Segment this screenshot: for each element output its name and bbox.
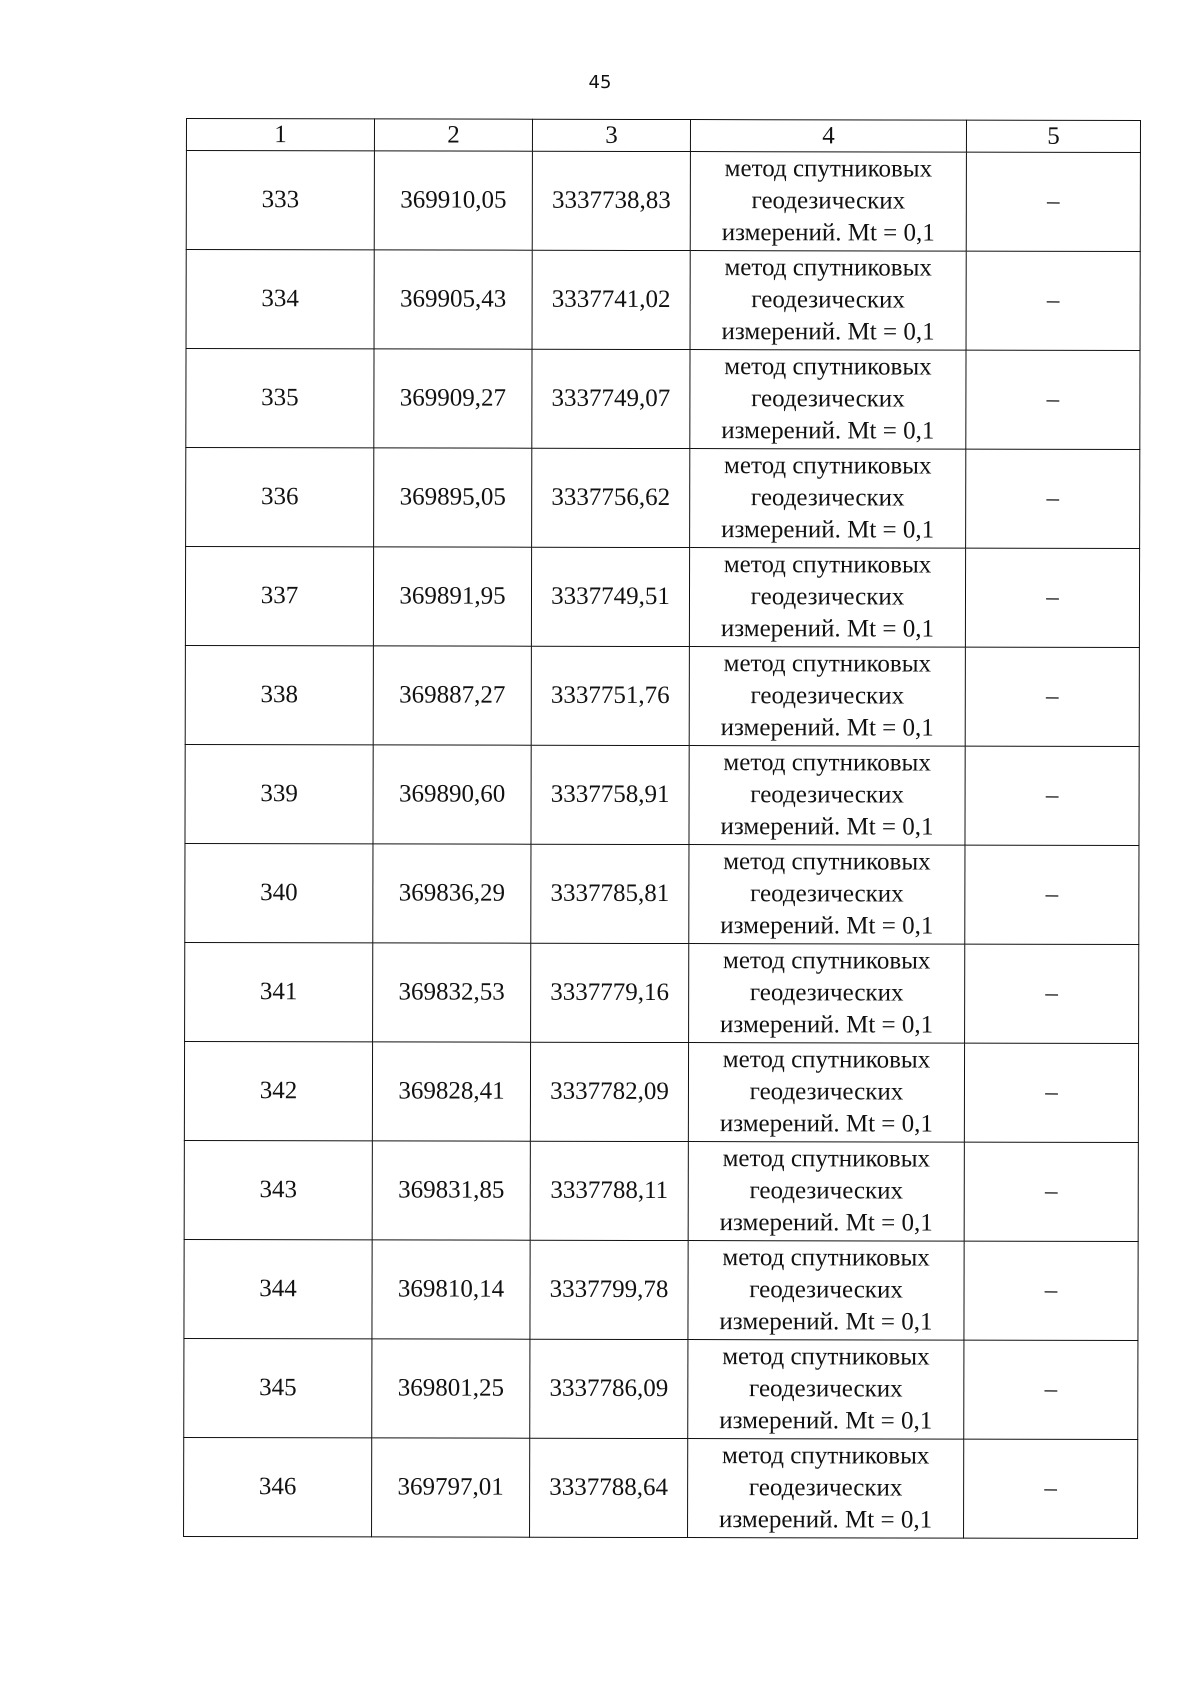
point-number-cell: 339	[185, 744, 373, 843]
column-header-4: 4	[690, 120, 966, 153]
method-line: метод спутниковых	[722, 1145, 931, 1173]
method-cell	[690, 449, 966, 549]
coordinates-table	[183, 118, 1141, 1539]
x-coordinate-cell: 369895,05	[374, 448, 532, 547]
point-number-cell: 343	[184, 1140, 372, 1239]
method-cell	[688, 1043, 964, 1143]
note-cell: –	[965, 548, 1139, 647]
method-line: метод спутниковых	[723, 947, 931, 975]
table-body	[184, 151, 1141, 1539]
method-line: геодезических	[751, 385, 905, 413]
y-coordinate-cell: 3337741,02	[532, 250, 690, 349]
method-cell	[688, 1142, 964, 1242]
x-coordinate-cell: 369887,27	[373, 646, 531, 745]
method-line: измерений. Mt = 0,1	[721, 318, 935, 346]
method-line: геодезических	[750, 880, 904, 908]
point-number-cell: 341	[185, 942, 373, 1041]
point-number-cell: 335	[186, 349, 374, 448]
method-cell	[689, 746, 965, 846]
method-cell	[690, 251, 966, 351]
note-cell: –	[966, 350, 1140, 449]
method-line: геодезических	[749, 979, 904, 1007]
point-number-cell: 334	[186, 250, 374, 349]
point-number-cell: 338	[185, 645, 373, 744]
method-line: метод спутниковых	[722, 1343, 930, 1371]
method-line: геодезических	[750, 781, 904, 809]
method-line: метод спутниковых	[724, 452, 932, 480]
method-cell	[688, 1241, 964, 1341]
note-cell: –	[966, 251, 1140, 350]
x-coordinate-cell: 369831,85	[372, 1141, 530, 1240]
method-line: измерений. Mt = 0,1	[720, 615, 934, 643]
table-row	[184, 1041, 1138, 1142]
point-number-cell: 346	[184, 1437, 372, 1536]
table-row	[184, 1338, 1138, 1439]
method-line: измерений. Mt = 0,1	[719, 1308, 933, 1336]
note-cell: –	[964, 1439, 1138, 1538]
method-cell	[690, 350, 966, 450]
table-row	[184, 1140, 1138, 1241]
table-row	[186, 448, 1140, 549]
x-coordinate-cell: 369891,95	[373, 547, 531, 646]
x-coordinate-cell: 369797,01	[372, 1438, 530, 1537]
table-row	[184, 1239, 1138, 1340]
y-coordinate-cell: 3337779,16	[531, 943, 689, 1042]
method-line: метод спутниковых	[724, 254, 932, 282]
point-number-cell: 333	[186, 151, 374, 250]
method-line: измерений. Mt = 0,1	[719, 1209, 933, 1237]
table-row	[185, 645, 1139, 746]
method-line: геодезических	[748, 1474, 903, 1502]
point-number-cell: 345	[184, 1338, 372, 1437]
y-coordinate-cell: 3337786,09	[530, 1339, 688, 1438]
method-line: геодезических	[751, 286, 905, 314]
method-line: измерений. Mt = 0,1	[720, 1011, 934, 1039]
table-row	[186, 349, 1140, 450]
method-line: измерений. Mt = 0,1	[721, 219, 935, 247]
y-coordinate-cell: 3337782,09	[530, 1042, 688, 1141]
table-row	[186, 250, 1140, 351]
x-coordinate-cell: 369909,27	[374, 349, 532, 448]
x-coordinate-cell: 369810,14	[372, 1240, 530, 1339]
point-number-cell: 344	[184, 1239, 372, 1338]
x-coordinate-cell: 369890,60	[373, 745, 531, 844]
column-header-1: 1	[186, 119, 374, 151]
method-cell	[688, 1340, 964, 1440]
y-coordinate-cell: 3337785,81	[531, 844, 689, 943]
point-number-cell: 336	[186, 448, 374, 547]
method-line: геодезических	[750, 682, 905, 710]
note-cell: –	[964, 1043, 1138, 1142]
x-coordinate-cell: 369832,53	[373, 943, 531, 1042]
point-number-cell: 342	[184, 1041, 372, 1140]
method-line: измерений. Mt = 0,1	[721, 417, 935, 445]
method-line: метод спутниковых	[722, 1046, 931, 1074]
method-line: измерений. Mt = 0,1	[720, 714, 934, 742]
method-cell	[689, 944, 965, 1044]
table-row	[185, 843, 1139, 944]
method-line: геодезических	[751, 187, 906, 215]
method-line: геодезических	[749, 1177, 904, 1205]
y-coordinate-cell: 3337758,91	[531, 745, 689, 844]
table-row	[185, 744, 1139, 845]
method-line: измерений. Mt = 0,1	[720, 813, 934, 841]
y-coordinate-cell: 3337738,83	[532, 151, 690, 250]
x-coordinate-cell: 369828,41	[372, 1042, 530, 1141]
x-coordinate-cell: 369836,29	[373, 844, 531, 943]
y-coordinate-cell: 3337788,11	[530, 1141, 688, 1240]
method-line: геодезических	[749, 1375, 903, 1403]
method-cell	[689, 647, 965, 747]
y-coordinate-cell: 3337751,76	[531, 646, 689, 745]
method-line: метод спутниковых	[723, 848, 931, 876]
method-cell	[690, 152, 966, 252]
y-coordinate-cell: 3337749,51	[531, 547, 689, 646]
table-row	[185, 547, 1139, 648]
x-coordinate-cell: 369905,43	[374, 250, 532, 349]
column-header-2: 2	[374, 119, 532, 151]
note-cell: –	[965, 647, 1139, 746]
note-cell: –	[966, 449, 1140, 548]
method-line: геодезических	[749, 1276, 903, 1304]
table-row	[186, 151, 1140, 252]
x-coordinate-cell: 369801,25	[372, 1339, 530, 1438]
note-cell: –	[965, 944, 1139, 1043]
y-coordinate-cell: 3337756,62	[532, 448, 690, 547]
note-cell: –	[964, 1142, 1138, 1241]
method-line: метод спутниковых	[723, 551, 932, 579]
x-coordinate-cell: 369910,05	[374, 151, 532, 250]
method-line: метод спутниковых	[724, 353, 932, 381]
method-cell	[689, 548, 965, 648]
method-line: метод спутниковых	[721, 1442, 930, 1470]
method-line: метод спутниковых	[723, 749, 931, 777]
y-coordinate-cell: 3337749,07	[532, 349, 690, 448]
column-header-3: 3	[532, 119, 690, 151]
y-coordinate-cell: 3337788,64	[530, 1438, 688, 1537]
method-line: метод спутниковых	[723, 650, 932, 678]
note-cell: –	[965, 746, 1139, 845]
method-line: метод спутниковых	[722, 1244, 930, 1272]
note-cell: –	[964, 1340, 1138, 1439]
method-line: геодезических	[750, 583, 905, 611]
table-row	[184, 1437, 1138, 1538]
point-number-cell: 337	[185, 547, 373, 646]
y-coordinate-cell: 3337799,78	[530, 1240, 688, 1339]
method-line: метод спутниковых	[724, 155, 933, 183]
page-number: 45	[588, 72, 612, 93]
table-row	[185, 942, 1139, 1043]
point-number-cell: 340	[185, 843, 373, 942]
method-line: измерений. Mt = 0,1	[721, 516, 935, 544]
column-header-5: 5	[966, 120, 1140, 152]
method-line: измерений. Mt = 0,1	[719, 1110, 933, 1138]
method-cell	[689, 845, 965, 945]
method-line: геодезических	[749, 1078, 904, 1106]
method-line: измерений. Mt = 0,1	[718, 1506, 933, 1534]
note-cell: –	[964, 1241, 1138, 1340]
note-cell: –	[966, 152, 1140, 251]
method-line: геодезических	[750, 484, 905, 512]
method-line: измерений. Mt = 0,1	[720, 912, 934, 940]
method-cell	[688, 1439, 964, 1539]
table-header-row	[186, 119, 1140, 153]
method-line: измерений. Mt = 0,1	[719, 1407, 933, 1435]
note-cell: –	[965, 845, 1139, 944]
